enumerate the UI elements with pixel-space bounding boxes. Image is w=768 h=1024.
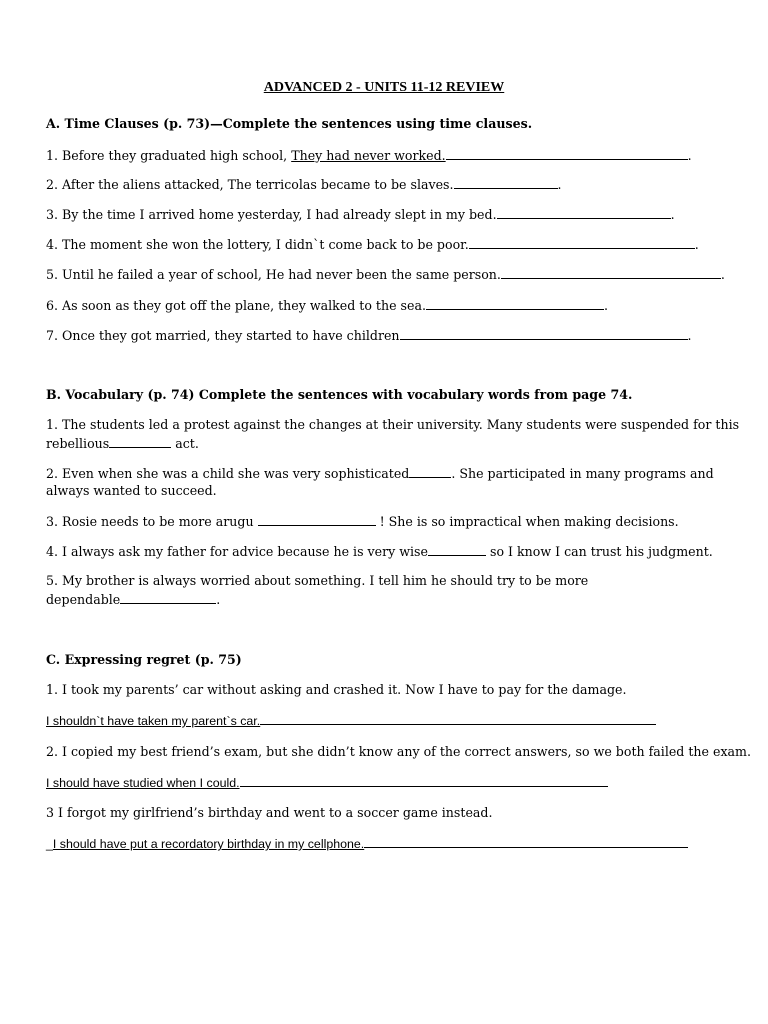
item-prompt: 3. Rosie needs to be more arugu — [46, 514, 258, 529]
answer-text: I shouldn`t have taken my parent`s car. — [46, 714, 261, 728]
item-end: . — [670, 207, 675, 222]
section-a-item-3 — [46, 205, 675, 224]
section-a-item-6 — [46, 296, 608, 315]
section-c-answer-3 — [46, 834, 688, 853]
section-c-heading: C. Expressing regret (p. 75) — [46, 652, 242, 667]
item-prompt: 6. As soon as they got off the plane, they walked to the sea. — [46, 298, 426, 313]
answer-lead: _ — [46, 837, 53, 851]
item-end: . — [603, 298, 608, 313]
item-prompt: 1. Before they graduated high school, — [46, 148, 292, 163]
answer-blank[interactable] — [469, 235, 695, 249]
answer-blank[interactable] — [109, 434, 171, 448]
section-b-heading: B. Vocabulary (p. 74) Complete the sentences with vocabulary words from page 74. — [46, 387, 633, 402]
item-end: . She participated in many programs and — [451, 466, 714, 481]
answer-blank[interactable] — [258, 512, 376, 526]
item-end: . — [687, 148, 692, 163]
answer-blank[interactable] — [426, 296, 604, 310]
answer-blank[interactable] — [364, 834, 688, 848]
answer-blank[interactable] — [120, 590, 216, 604]
item-prompt: dependable — [46, 592, 121, 607]
section-c-answer-2 — [46, 773, 608, 792]
answer-blank[interactable] — [240, 773, 608, 787]
section-b-item-4 — [46, 542, 713, 561]
answer-blank[interactable] — [260, 711, 656, 725]
answer-blank[interactable] — [501, 265, 721, 279]
item-end: . — [687, 328, 692, 343]
item-end: . — [720, 267, 725, 282]
item-end: act. — [171, 436, 199, 451]
section-b-item-2-line-2: always wanted to succeed. — [46, 483, 217, 498]
section-a-item-5 — [46, 265, 725, 284]
section-b-item-1-line-1: 1. The students led a protest against the changes at their university. Many students were suspended for this — [46, 417, 740, 432]
item-answer: They had never worked. — [291, 148, 446, 163]
item-prompt: 2. After the aliens attacked, The terricolas became to be slaves. — [46, 177, 454, 192]
item-end: . — [216, 592, 221, 607]
answer-blank[interactable] — [400, 326, 688, 340]
section-a-item-1 — [46, 146, 692, 165]
section-b-item-5-line-1: 5. My brother is always worried about something. I tell him he should try to be more — [46, 573, 589, 588]
section-a-item-2 — [46, 175, 562, 194]
section-b-item-5-line-2 — [46, 590, 220, 609]
answer-blank[interactable] — [446, 146, 688, 160]
item-end: so I know I can trust his judgment. — [485, 544, 713, 559]
section-b-item-3 — [46, 512, 679, 531]
section-a-item-7 — [46, 326, 692, 345]
answer-blank[interactable] — [454, 175, 558, 189]
section-c-answer-1 — [46, 711, 656, 730]
answer-text: I should have studied when I could. — [46, 776, 240, 790]
item-prompt: rebellious — [46, 436, 110, 451]
section-b-item-2-line-1 — [46, 464, 714, 483]
answer-text: I should have put a recordatory birthday in my cellphone. — [52, 837, 365, 851]
section-c-question-1: 1. I took my parents’ car without asking and crashed it. Now I have to pay for the damage. — [46, 682, 627, 697]
answer-blank[interactable] — [409, 464, 451, 478]
section-a-item-4 — [46, 235, 699, 254]
item-end: . — [694, 237, 699, 252]
answer-blank[interactable] — [497, 205, 671, 219]
section-a-heading: A. Time Clauses (p. 73)—Complete the sentences using time clauses. — [46, 116, 533, 131]
page-title: ADVANCED 2 - UNITS 11-12 REVIEW — [263, 80, 505, 95]
item-prompt: 3. By the time I arrived home yesterday, I had already slept in my bed. — [46, 207, 497, 222]
item-end: ! She is so impractical when making decisions. — [375, 514, 679, 529]
item-prompt: 4. I always ask my father for advice because he is very wise — [46, 544, 428, 559]
section-b-item-1-line-2 — [46, 434, 199, 453]
section-c-question-3: 3 I forgot my girlfriend’s birthday and went to a soccer game instead. — [46, 805, 493, 820]
item-prompt: 5. Until he failed a year of school, He had never been the same person. — [46, 267, 501, 282]
item-prompt: 7. Once they got married, they started to have children — [46, 328, 400, 343]
answer-blank[interactable] — [428, 542, 486, 556]
item-prompt: 4. The moment she won the lottery, I didn`t come back to be poor. — [46, 237, 469, 252]
section-c-question-2: 2. I copied my best friend’s exam, but she didn’t know any of the correct answers, so we both failed the exam. — [46, 744, 752, 759]
item-end: . — [557, 177, 562, 192]
item-prompt: 2. Even when she was a child she was very sophisticated — [46, 466, 410, 481]
